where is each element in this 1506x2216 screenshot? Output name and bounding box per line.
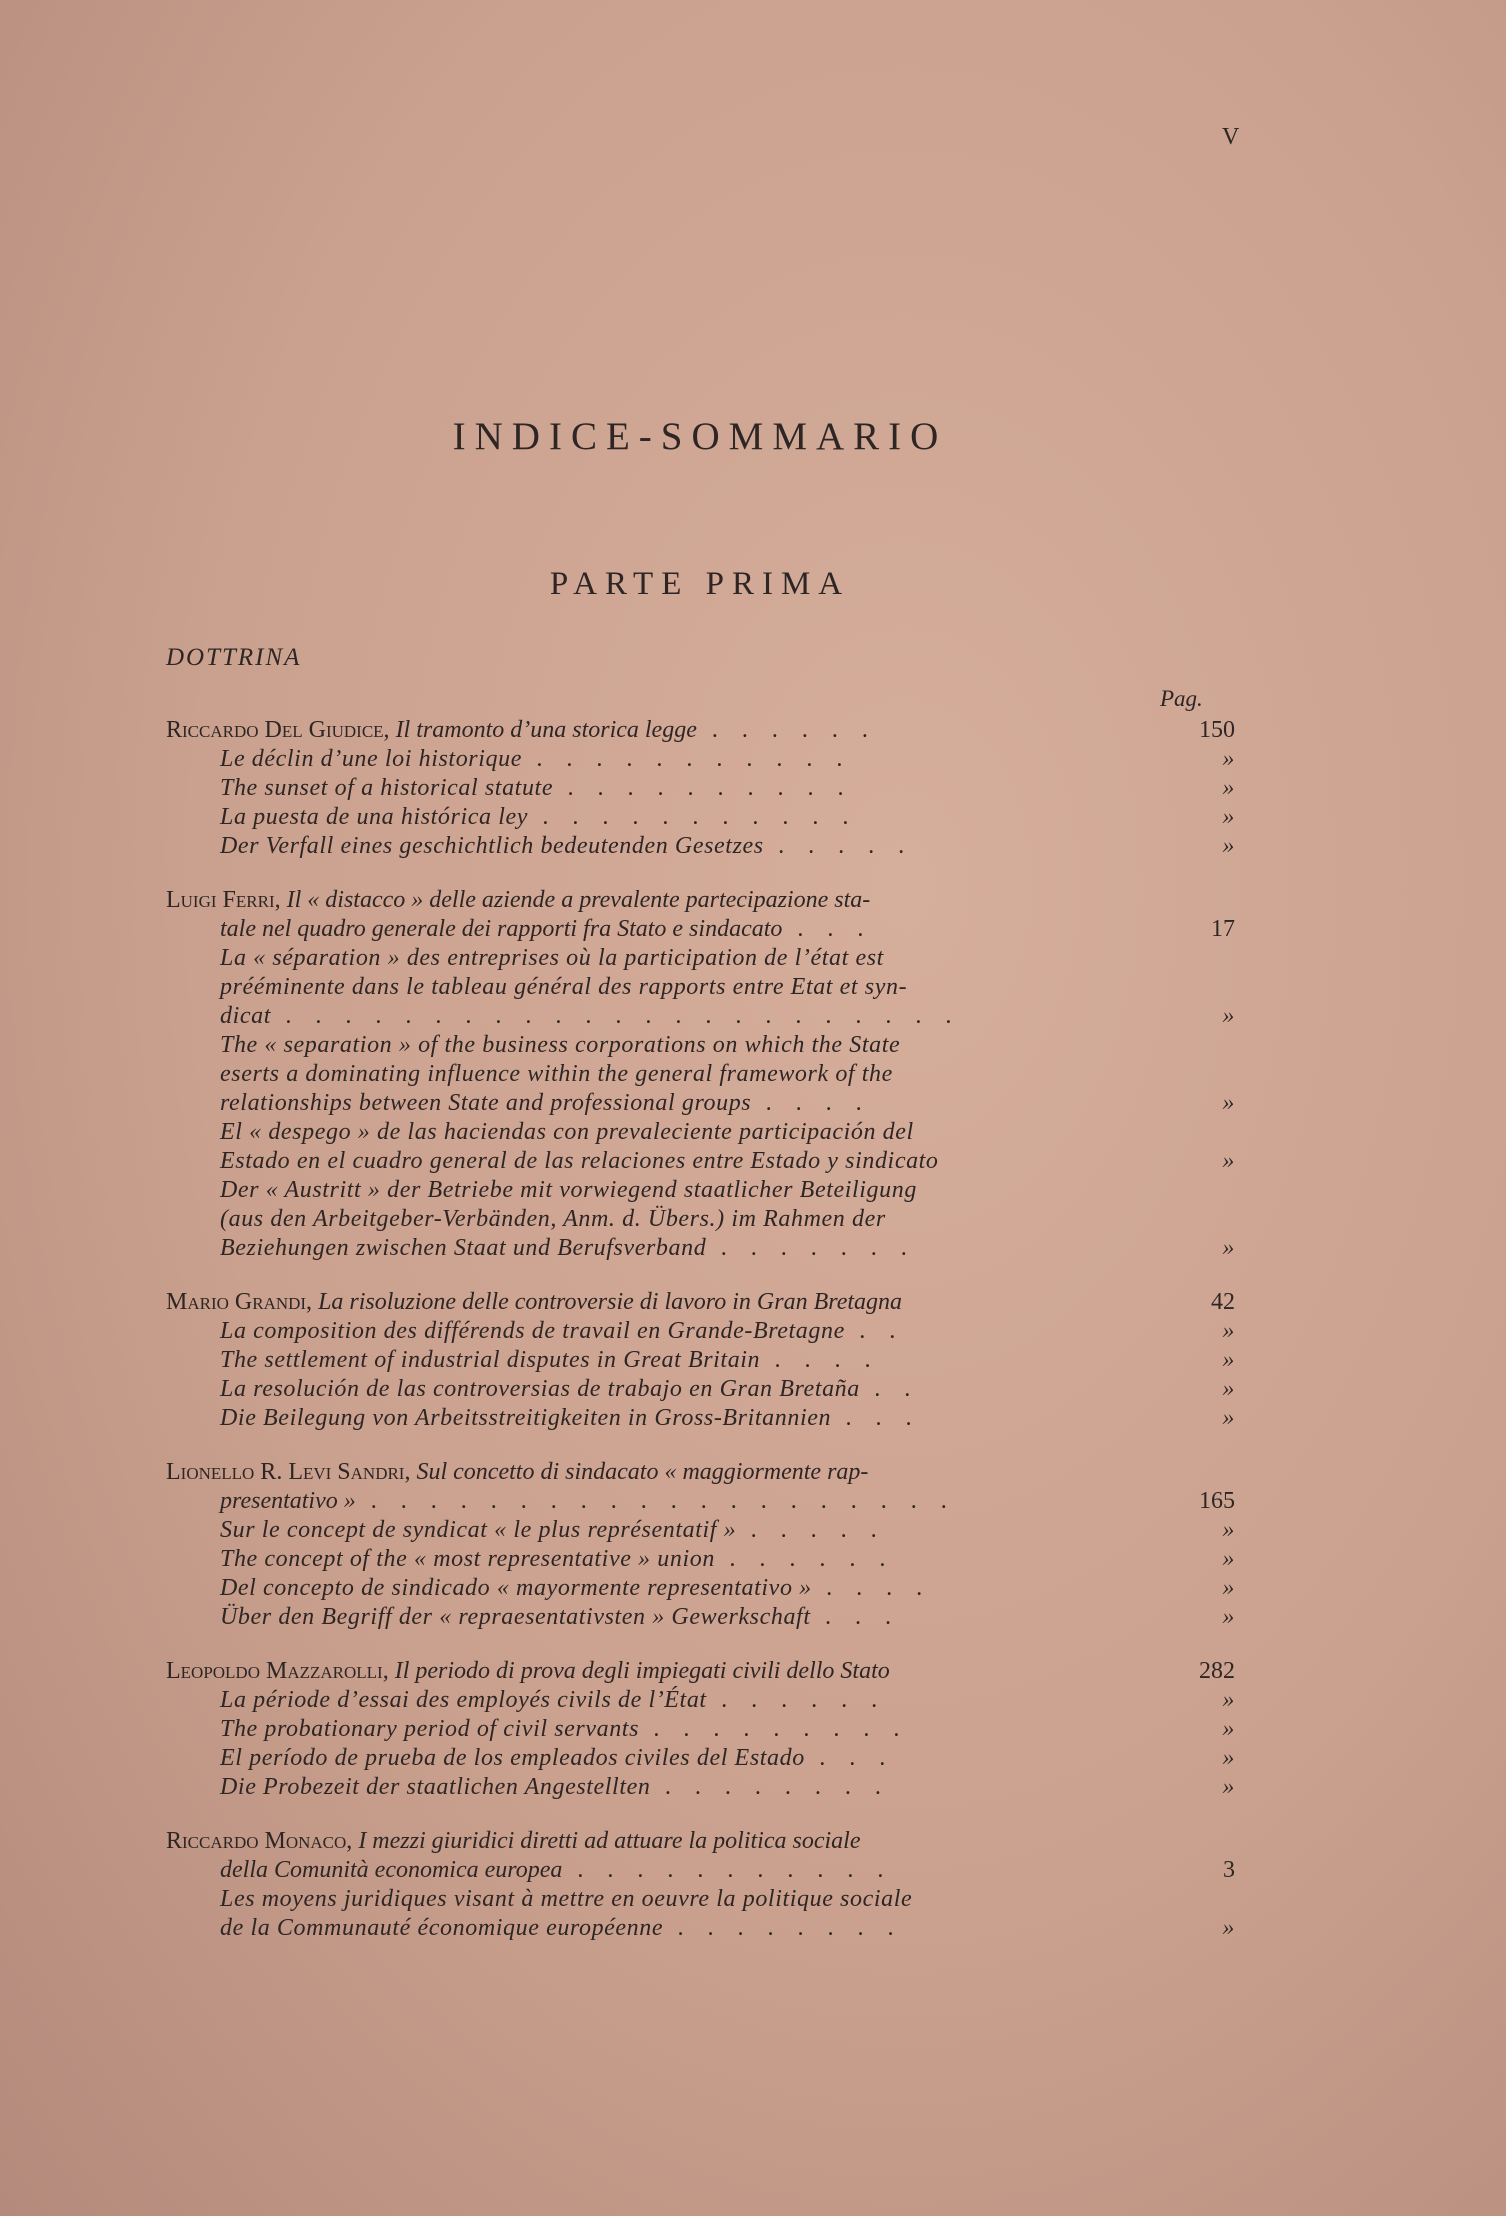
translation-line: [166, 1176, 1266, 1205]
translation-line: [166, 973, 1266, 1002]
toc-text: The « separation » of the business corporations on which the State: [220, 1032, 901, 1058]
leader-dots: . . . . . . . .: [663, 1915, 904, 1941]
leader-dots: . . . . . .: [696, 717, 877, 743]
toc-line-text: [166, 1744, 1151, 1773]
toc-text: La puesta de una histórica ley: [220, 804, 528, 830]
author-name: Leopoldo Mazzarolli,: [166, 1658, 389, 1684]
toc-entry: [166, 716, 1266, 861]
page-ref: »: [1222, 1745, 1235, 1771]
toc-line-text: [166, 1118, 1151, 1147]
toc-text: The concept of the « most representative » union: [220, 1546, 715, 1572]
page-ref: »: [1222, 1687, 1235, 1713]
toc-text: El período de prueba de los empleados civiles del Estado: [220, 1745, 805, 1771]
translation-line: [166, 803, 1266, 832]
page-number: V: [1222, 124, 1240, 150]
leader-dots: . . . . . . .: [706, 1235, 917, 1261]
page-ref: »: [1222, 746, 1235, 772]
toc-line: [166, 915, 1266, 944]
toc-text: dicat: [220, 1003, 271, 1029]
translation-line: [166, 1773, 1266, 1802]
toc-text: La période d’essai des employés civils de l’État: [220, 1687, 707, 1713]
toc-text: Beziehungen zwischen Staat und Berufsverband: [220, 1235, 707, 1261]
translation-line: [166, 1118, 1266, 1147]
toc-line-text: [166, 774, 1151, 803]
page-column-label: Pag.: [1160, 686, 1203, 711]
page-ref: 165: [1199, 1488, 1235, 1514]
author-name: Riccardo Del Giudice,: [166, 717, 390, 743]
toc-line-text: [166, 1147, 1151, 1176]
toc-line-text: [166, 832, 1151, 861]
page-title: INDICE-SOMMARIO: [452, 415, 948, 458]
toc-line-text: [166, 1375, 1151, 1404]
toc-text: Il tramonto d’una storica legge: [395, 717, 697, 743]
toc-line-text: [166, 1234, 1151, 1263]
leader-dots: . . . . . . . . .: [639, 1716, 910, 1742]
translation-line: [166, 1147, 1266, 1176]
toc-text: I mezzi giuridici diretti ad attuare la politica sociale: [358, 1828, 861, 1854]
toc-text: eserts a dominating influence within the general framework of the: [220, 1061, 893, 1087]
page-ref: »: [1222, 1090, 1235, 1116]
page-ref: »: [1222, 1003, 1235, 1029]
toc-text: Il periodo di prova degli impiegati civili dello Stato: [394, 1658, 890, 1684]
translation-line: [166, 774, 1266, 803]
toc-text: The sunset of a historical statute: [220, 775, 554, 801]
page-ref: »: [1222, 775, 1235, 801]
toc-text: The settlement of industrial disputes in Great Britain: [220, 1347, 761, 1373]
toc-text: prééminente dans le tableau général des rapports entre Etat et syn-: [220, 974, 908, 1000]
toc-entry: [166, 1827, 1266, 1943]
toc-text: Les moyens juridiques visant à mettre en oeuvre la politique sociale: [220, 1886, 913, 1912]
translation-line: [166, 1375, 1266, 1404]
leader-dots: . . .: [831, 1405, 922, 1431]
toc-line-text: [166, 1773, 1151, 1802]
page-ref: »: [1222, 1604, 1235, 1630]
toc-text: relationships between State and professional groups: [220, 1090, 752, 1116]
toc-line-text: [166, 1603, 1151, 1632]
toc-line-text: [166, 1827, 1151, 1856]
toc-line: [166, 886, 1266, 915]
page-ref: 42: [1211, 1289, 1235, 1315]
toc-line-text: [166, 1002, 1151, 1031]
toc-entry: [166, 1657, 1266, 1802]
translation-line: [166, 1346, 1266, 1375]
translation-line: [166, 1317, 1266, 1346]
page-ref: 3: [1223, 1857, 1235, 1883]
author-name: Mario Grandi,: [166, 1289, 313, 1315]
toc-line-text: [166, 1031, 1151, 1060]
toc-text: de la Communauté économique européenne: [220, 1915, 664, 1941]
page-ref: »: [1222, 1376, 1235, 1402]
page-ref: »: [1222, 1517, 1235, 1543]
toc-text: La « séparation » des entreprises où la participation de l’état est: [220, 945, 884, 971]
translation-line: [166, 1686, 1266, 1715]
translation-line: [166, 1060, 1266, 1089]
leader-dots: . .: [859, 1376, 920, 1402]
translation-line: [166, 1744, 1266, 1773]
toc-line-text: [166, 1657, 1151, 1686]
toc-text: La composition des différends de travail en Grande-Bretagne: [220, 1318, 845, 1344]
toc-line-text: [166, 915, 1151, 944]
toc-line: [166, 1827, 1266, 1856]
toc-line-text: [166, 1060, 1151, 1089]
toc-line-text: [166, 1404, 1151, 1433]
toc-line-text: [166, 1686, 1151, 1715]
leader-dots: . . . . . . . . . . .: [521, 746, 852, 772]
leader-dots: . . . .: [811, 1575, 932, 1601]
toc-line-text: [166, 1288, 1151, 1317]
page-ref: »: [1222, 1148, 1235, 1174]
toc-line-text: [166, 973, 1151, 1002]
toc-entry: [166, 1458, 1266, 1632]
page-ref: »: [1222, 1405, 1235, 1431]
toc-line: [166, 1288, 1266, 1317]
leader-dots: . . . . .: [763, 833, 914, 859]
toc-text: The probationary period of civil servants: [220, 1716, 640, 1742]
toc-text: Le déclin d’une loi historique: [220, 746, 522, 772]
toc-text: La resolución de las controversias de trabajo en Gran Bretaña: [220, 1376, 860, 1402]
toc-line: [166, 1487, 1266, 1516]
toc-line-text: [166, 803, 1151, 832]
toc-line-text: [166, 886, 1151, 915]
translation-line: [166, 1404, 1266, 1433]
translation-line: [166, 1574, 1266, 1603]
author-name: Riccardo Monaco,: [166, 1828, 353, 1854]
translation-line: [166, 1089, 1266, 1118]
translation-line: [166, 1603, 1266, 1632]
toc-text: Sul concetto di sindacato « maggiormente rap-: [416, 1459, 869, 1485]
page-ref: 150: [1199, 717, 1235, 743]
author-name: Lionello R. Levi Sandri,: [166, 1459, 411, 1485]
toc-line: [166, 716, 1266, 745]
leader-dots: . . . . . .: [706, 1687, 887, 1713]
toc-line-text: [166, 1545, 1151, 1574]
toc-line-text: [166, 1176, 1151, 1205]
translation-line: [166, 1715, 1266, 1744]
toc-line: [166, 1657, 1266, 1686]
page-ref: »: [1222, 1774, 1235, 1800]
toc-text: Del concepto de sindicado « mayormente representativo »: [220, 1575, 812, 1601]
toc-line-text: [166, 1516, 1151, 1545]
toc-line: [166, 1458, 1266, 1487]
translation-line: [166, 1234, 1266, 1263]
page-ref: »: [1222, 833, 1235, 859]
table-of-contents: [166, 716, 1266, 1968]
leader-dots: . . .: [804, 1745, 895, 1771]
toc-line-text: [166, 944, 1151, 973]
translation-line: [166, 1205, 1266, 1234]
leader-dots: . . . . . . . . . .: [553, 775, 854, 801]
translation-line: [166, 1914, 1266, 1943]
toc-text: Der « Austritt » der Betriebe mit vorwiegend staatlicher Beteiligung: [220, 1177, 917, 1203]
page-ref: »: [1222, 804, 1235, 830]
toc-text: El « despego » de las haciendas con prevaleciente participación del: [220, 1119, 914, 1145]
toc-text: Die Probezeit der staatlichen Angestellten: [220, 1774, 651, 1800]
translation-line: [166, 1885, 1266, 1914]
page-ref: 17: [1211, 916, 1235, 942]
toc-text: Sur le concept de syndicat « le plus représentatif »: [220, 1517, 737, 1543]
toc-line-text: [166, 716, 1151, 745]
leader-dots: . . . .: [751, 1090, 872, 1116]
toc-entry: [166, 1288, 1266, 1433]
leader-dots: . . . . . . . .: [650, 1774, 891, 1800]
page-ref: »: [1222, 1318, 1235, 1344]
leader-dots: . . .: [782, 916, 873, 942]
page-ref: »: [1222, 1546, 1235, 1572]
toc-text: Der Verfall eines geschichtlich bedeutenden Gesetzes: [220, 833, 764, 859]
toc-line-text: [166, 1205, 1151, 1234]
toc-text: tale nel quadro generale dei rapporti fra Stato e sindacato: [220, 916, 783, 942]
leader-dots: . . . . .: [736, 1517, 887, 1543]
leader-dots: . . . . . .: [714, 1546, 895, 1572]
leader-dots: . . . . . . . . . . . . . . . . . . . . . . .: [271, 1003, 961, 1029]
toc-line-text: [166, 1346, 1151, 1375]
leader-dots: . . . . . . . . . . .: [562, 1857, 893, 1883]
translation-line: [166, 1516, 1266, 1545]
toc-text: presentativo »: [220, 1488, 356, 1514]
toc-text: Die Beilegung von Arbeitsstreitigkeiten in Gross-Britannien: [220, 1405, 832, 1431]
toc-line-text: [166, 745, 1151, 774]
translation-line: [166, 944, 1266, 973]
toc-line-text: [166, 1089, 1151, 1118]
toc-text: (aus den Arbeitgeber-Verbänden, Anm. d. Übers.) im Rahmen der: [220, 1206, 886, 1232]
translation-line: [166, 1545, 1266, 1574]
toc-line-text: [166, 1458, 1151, 1487]
leader-dots: . . .: [810, 1604, 901, 1630]
toc-entry: [166, 886, 1266, 1263]
leader-dots: . . . . . . . . . . . . . . . . . . . .: [355, 1488, 956, 1514]
toc-text: della Comunità economica europea: [220, 1857, 563, 1883]
toc-text: Estado en el cuadro general de las relaciones entre Estado y sindicato: [220, 1148, 939, 1174]
page-ref: »: [1222, 1716, 1235, 1742]
toc-line-text: [166, 1715, 1151, 1744]
page-ref: »: [1222, 1347, 1235, 1373]
toc-line-text: [166, 1574, 1151, 1603]
toc-text: La risoluzione delle controversie di lavoro in Gran Bretagna: [318, 1289, 903, 1315]
page-ref: »: [1222, 1915, 1235, 1941]
toc-text: Über den Begriff der « repraesentativsten » Gewerkschaft: [220, 1604, 811, 1630]
translation-line: [166, 832, 1266, 861]
toc-line: [166, 1856, 1266, 1885]
leader-dots: . . . . . . . . . . .: [527, 804, 858, 830]
toc-line-text: [166, 1856, 1151, 1885]
toc-line-text: [166, 1914, 1151, 1943]
leader-dots: . .: [844, 1318, 905, 1344]
toc-line-text: [166, 1317, 1151, 1346]
translation-line: [166, 1031, 1266, 1060]
translation-line: [166, 745, 1266, 774]
page-ref: 282: [1199, 1658, 1235, 1684]
page-ref: »: [1222, 1575, 1235, 1601]
author-name: Luigi Ferri,: [166, 887, 281, 913]
section-heading: DOTTRINA: [166, 644, 302, 671]
leader-dots: . . . .: [760, 1347, 881, 1373]
toc-line-text: [166, 1885, 1151, 1914]
toc-text: Il « distacco » delle aziende a prevalente partecipazione sta-: [286, 887, 871, 913]
part-heading: PARTE PRIMA: [549, 566, 851, 602]
page-ref: »: [1222, 1235, 1235, 1261]
toc-line-text: [166, 1487, 1151, 1516]
translation-line: [166, 1002, 1266, 1031]
